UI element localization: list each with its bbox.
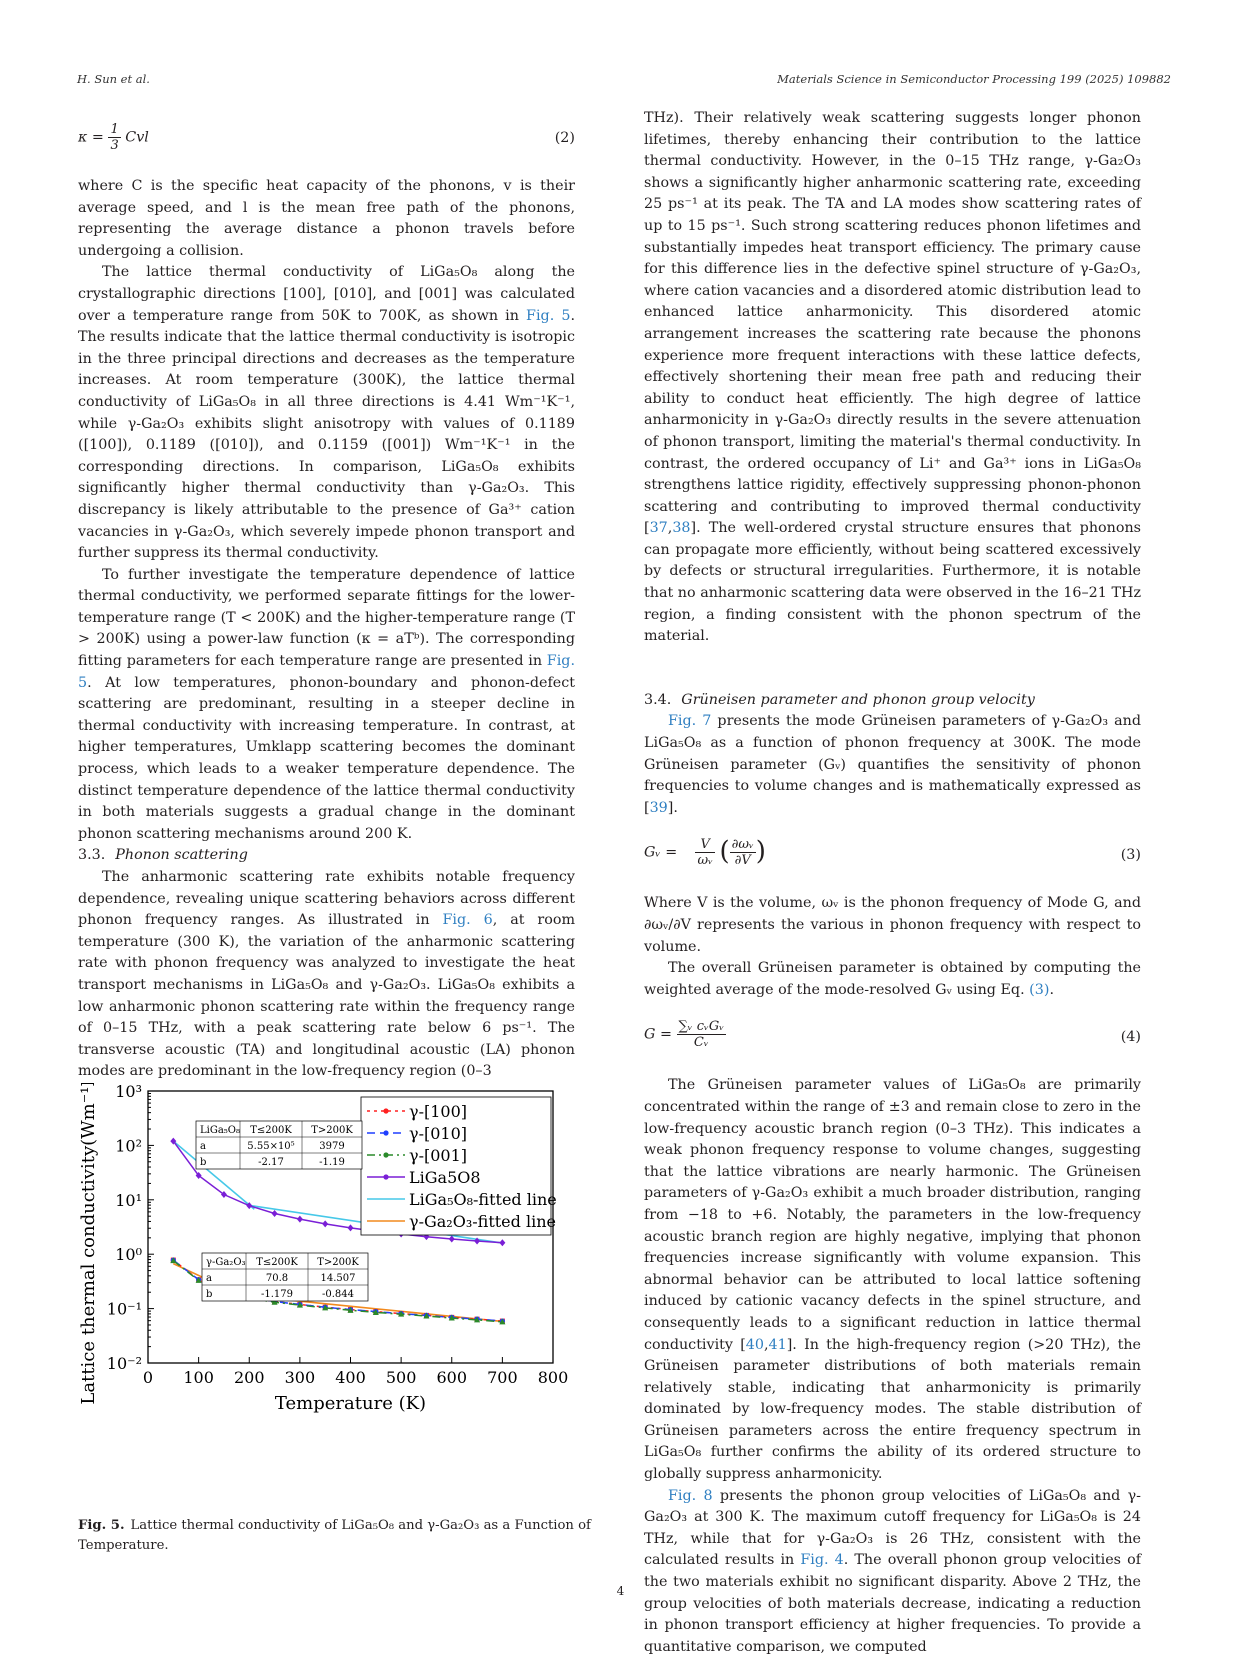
- legend-label: γ-[001]: [409, 1146, 467, 1165]
- data-point: [272, 1210, 278, 1217]
- citation-link[interactable]: 37: [649, 520, 668, 537]
- equation-number: (3): [1120, 847, 1141, 864]
- y-tick-label: 10⁻²: [106, 1354, 142, 1373]
- legend-marker: [383, 1130, 388, 1135]
- paragraph: The overall Grüneisen parameter is obtained by computing the weighted average of the mode-resolved Gᵥ using Eq. (3).: [644, 960, 1141, 998]
- figure-link[interactable]: Fig. 8: [668, 1487, 713, 1504]
- table-cell: 5.55×10⁵: [247, 1141, 295, 1152]
- running-header-authors: H. Sun et al.: [77, 72, 150, 86]
- equation-2: κ = $\frac{1}{3}$ Cvl (2): [78, 122, 575, 153]
- paragraph: Fig. 8 presents the phonon group velocities of LiGa₅O₈ and γ-Ga₂O₃ at 300 K. The maximum cutoff frequency for LiGa₅O₈ is 24 THz, while that for γ-Ga₂O₃ is 26 THz, consistent with the calculated results in Fig. 4. The overall phonon group velocities of the two materials exhibit no significant disparity. Above 2 THz, the group velocities of both materials decrease, indicating a reduction in phonon transport efficiency at higher frequencies. To provide a quantitative comparison, we computed: [644, 1487, 1141, 1655]
- data-point: [322, 1220, 328, 1227]
- paragraph: To further investigate the temperature dependence of lattice thermal conductivity, we performed separate fittings for the lower-temperature range (T < 200K) and the higher-temperature range (T > 200K) using a power-law function (κ = aTᵇ). The corresponding fitting parameters for each temperature range are presented in Fig. 5. At low temperatures, phonon-boundary and phonon-defect scattering are predominant, resulting in a steeper decline in thermal conductivity with increasing temperature. In contrast, at higher temperatures, Umklapp scattering becomes the dominant process, which leads to a weaker temperature dependence. The distinct temperature dependence of the lattice thermal conductivity in both materials suggests a gradual change in the dominant phonon scattering mechanisms around 200 K.: [78, 566, 575, 842]
- equation-number: (2): [554, 130, 575, 146]
- table-cell: a: [200, 1141, 206, 1152]
- table-cell: b: [206, 1289, 213, 1300]
- figure-link[interactable]: Fig. 5: [526, 307, 571, 324]
- data-point: [499, 1239, 505, 1246]
- legend-label: γ-[010]: [409, 1124, 467, 1143]
- figure-caption: Fig. 5. Lattice thermal conductivity of LiGa₅O₈ and γ-Ga₂O₃ as a Function of Temperature.: [78, 1518, 591, 1553]
- table-cell: T≤200K: [250, 1125, 292, 1136]
- x-tick-label: 600: [436, 1368, 468, 1387]
- figure-5: [78, 1083, 598, 1499]
- equation-link[interactable]: (3): [1029, 981, 1050, 998]
- y-tick-label: 10⁰: [115, 1245, 142, 1265]
- y-tick-label: 10⁻¹: [106, 1299, 142, 1319]
- x-tick-label: 700: [487, 1368, 518, 1387]
- section-heading: 3.3. Phonon scattering: [78, 847, 248, 864]
- y-tick-label: 10²: [115, 1136, 142, 1156]
- x-tick-label: 500: [385, 1368, 417, 1387]
- x-axis-label: Temperature (K): [274, 1393, 427, 1414]
- citation-link[interactable]: 41: [768, 1336, 787, 1353]
- legend-marker: [383, 1108, 388, 1113]
- table-cell: 14.507: [320, 1273, 356, 1284]
- equation-4: G = $\frac{\text{∑ᵥ cᵥGᵥ}}{\text{Cᵥ}}$ (4): [644, 1019, 1141, 1051]
- x-tick-label: 200: [233, 1368, 265, 1387]
- section-heading: 3.4. Grüneisen parameter and phonon group velocity: [644, 691, 1035, 708]
- figure-link[interactable]: Fig. 5: [78, 653, 575, 691]
- x-tick-label: 100: [183, 1368, 214, 1387]
- running-header-journal: Materials Science in Semiconductor Processing 199 (2025) 109882: [777, 72, 1171, 86]
- table-cell: T>200K: [311, 1125, 353, 1136]
- paragraph: THz). Their relatively weak scattering suggests longer phonon lifetimes, thereby enhancing their contribution to the lattice thermal conductivity. However, in the 0–15 THz range, γ-Ga₂O₃ shows a significantly higher anharmonic scattering rate, exceeding 25 ps⁻¹ at its peak. The TA and LA modes show scattering rates of up to 15 ps⁻¹. Such strong scattering reduces phonon lifetimes and substantially impedes heat transport efficiency. The primary cause for this difference lies in the defective spinel structure of γ-Ga₂O₃, where cation vacancies and a disordered atomic distribution lead to enhanced lattice anharmonicity. This disordered atomic arrangement increases the scattering rate because the phonons experience more frequent interactions with these lattice defects, effectively shortening their mean free path and reducing their ability to conduct heat efficiently. The high degree of lattice anharmonicity in γ-Ga₂O₃ directly results in the severe attenuation of phonon transport, limiting the material's thermal conductivity. In contrast, the ordered occupancy of Li⁺ and Ga³⁺ ions in LiGa₅O₈ strengthens lattice rigidity, effectively suppressing phonon-phonon scattering and contributing to improved thermal conductivity [37,38]. The well-ordered crystal structure ensures that phonons can propagate more efficiently, without being scattered excessively by defects or structural irregularities. Furthermore, it is notable that no anharmonic scattering data were observed in the 16–21 THz region, a finding consistent with the phonon spectrum of the material.: [644, 110, 1141, 645]
- equation-number: (4): [1120, 1029, 1141, 1046]
- table-cell: T>200K: [317, 1257, 359, 1268]
- thermal-conductivity-chart: [78, 1083, 598, 1499]
- x-tick-label: 0: [142, 1368, 154, 1387]
- legend-label: γ-Ga₂O₃-fitted line: [409, 1212, 556, 1231]
- right-column: [644, 108, 1141, 1658]
- citation-link[interactable]: 40: [745, 1336, 764, 1353]
- x-tick-label: 800: [537, 1368, 569, 1387]
- y-tick-label: 10¹: [115, 1190, 142, 1210]
- equation-3: Gᵥ = $\frac{V}{\text{ωᵥ}}$ ( $\frac{\text{∂ωᵥ}}{\partial V}$ ) (3): [644, 837, 1141, 869]
- table-cell: -0.844: [321, 1289, 355, 1300]
- paragraph: The lattice thermal conductivity of LiGa₅O₈ along the crystallographic directions [100], [010], and [001] was calculated over a temperature range from 50K to 700K, as shown in Fig. 5. The results indicate that the lattice thermal conductivity is isotropic in the three principal directions and decreases as the temperature increases. At room temperature (300K), the lattice thermal conductivity of LiGa₅O₈ in all three directions is 4.41 Wm⁻¹K⁻¹, while γ-Ga₂O₃ exhibits slight anisotropy with values of 0.1189 ([100]), 0.1189 ([010]), and 0.1159 ([001]) Wm⁻¹K⁻¹ in the corresponding directions. In comparison, LiGa₅O₈ exhibits significantly higher thermal conductivity than γ-Ga₂O₃. This discrepancy is likely attributable to the presence of Ga³⁺ cation vacancies in γ-Ga₂O₃, which severely impede phonon transport and further suppress its thermal conductivity.: [78, 264, 575, 562]
- table-cell: a: [206, 1273, 212, 1284]
- page-number: 4: [616, 1584, 625, 1598]
- figure-link[interactable]: Fig. 4: [800, 1552, 844, 1569]
- legend-label: LiGa₅O₈-fitted line: [409, 1190, 557, 1209]
- data-point: [348, 1224, 354, 1231]
- table-cell: b: [200, 1157, 207, 1168]
- paragraph: The Grüneisen parameter values of LiGa₅O₈ are primarily concentrated within the range of ±3 and remain close to zero in the low-frequency acoustic branch region (0–3 THz). This indicates a weak phonon frequency response to volume changes, suggesting that the lattice vibrations are nearly harmonic. The Grüneisen parameters of γ-Ga₂O₃ exhibit a much broader distribution, ranging from −18 to +6. Notably, the parameters in the low-frequency acoustic branch region are highly negative, implying that phonon frequencies increase significantly with volume expansion. This abnormal behavior can be attributed to local lattice softening induced by cationic vacancy defects in the spinel structure, and consequently leads to a significant reduction in lattice thermal conductivity [40,41]. In the high-frequency region (>20 THz), the Grüneisen parameter distributions of both materials remain relatively stable, indicating that anharmonicity is primarily dominated by low-frequency modes. The stable distribution of Grüneisen parameters across the entire frequency spectrum in LiGa₅O₈ further confirms the ability of its ordered structure to globally suppress anharmonicity.: [644, 1077, 1141, 1483]
- citation-link[interactable]: 39: [649, 799, 668, 816]
- y-axis-label: Lattice thermal conductivity(Wm⁻¹K⁻¹): [78, 1083, 99, 1405]
- legend-marker: [383, 1152, 388, 1157]
- citation-link[interactable]: 38: [672, 520, 691, 537]
- data-point: [297, 1216, 303, 1223]
- table-cell: T≤200K: [256, 1257, 298, 1268]
- paragraph: where C is the specific heat capacity of the phonons, v is their average speed, and l is the mean free path of the phonons, representing the average distance a phonon travels before undergoing a collision.: [78, 178, 575, 259]
- legend-label: γ-[100]: [409, 1102, 467, 1121]
- paragraph: The anharmonic scattering rate exhibits notable frequency dependence, revealing unique scattering behaviors across different phonon frequency ranges. As illustrated in Fig. 6, at room temperature (300 K), the variation of the anharmonic scattering rate with phonon frequency was analyzed to investigate the heat transport mechanisms in LiGa₅O₈ and γ-Ga₂O₃. LiGa₅O₈ exhibits a low anharmonic phonon scattering rate within the frequency range of 0–15 THz, with a peak scattering rate below 6 ps⁻¹. The transverse acoustic (TA) and longitudinal acoustic (LA) phonon modes are predominant in the low-frequency region (0–3: [78, 869, 575, 1080]
- table-cell: 3979: [319, 1141, 345, 1152]
- x-tick-label: 300: [284, 1368, 316, 1387]
- table-cell: 70.8: [265, 1273, 289, 1284]
- paragraph: Fig. 7 presents the mode Grüneisen parameters of γ-Ga₂O₃ and LiGa₅O₈ as a function of phonon frequency at 300K. The mode Grüneisen parameter (Gᵥ) quantifies the sensitivity of phonon frequencies to volume changes and is mathematically expressed as [39].: [644, 713, 1141, 816]
- table-cell: LiGa₅O₈: [200, 1125, 241, 1136]
- legend-marker: [383, 1174, 388, 1179]
- y-tick-label: 10³: [115, 1083, 142, 1101]
- figure-link[interactable]: Fig. 6: [442, 912, 493, 929]
- figure-link[interactable]: Fig. 7: [668, 713, 712, 730]
- x-tick-label: 400: [335, 1368, 366, 1387]
- table-cell: -2.17: [258, 1157, 284, 1168]
- legend-label: LiGa5O8: [409, 1168, 481, 1187]
- table-cell: -1.179: [260, 1289, 294, 1300]
- table-cell: -1.19: [319, 1157, 345, 1168]
- left-column: [78, 118, 575, 1083]
- paragraph: Where V is the volume, ωᵥ is the phonon frequency of Mode G, and ∂ωᵥ/∂V represents the various in phonon frequency with respect to volume.: [644, 895, 1141, 955]
- table-cell: γ-Ga₂O₃: [206, 1257, 246, 1268]
